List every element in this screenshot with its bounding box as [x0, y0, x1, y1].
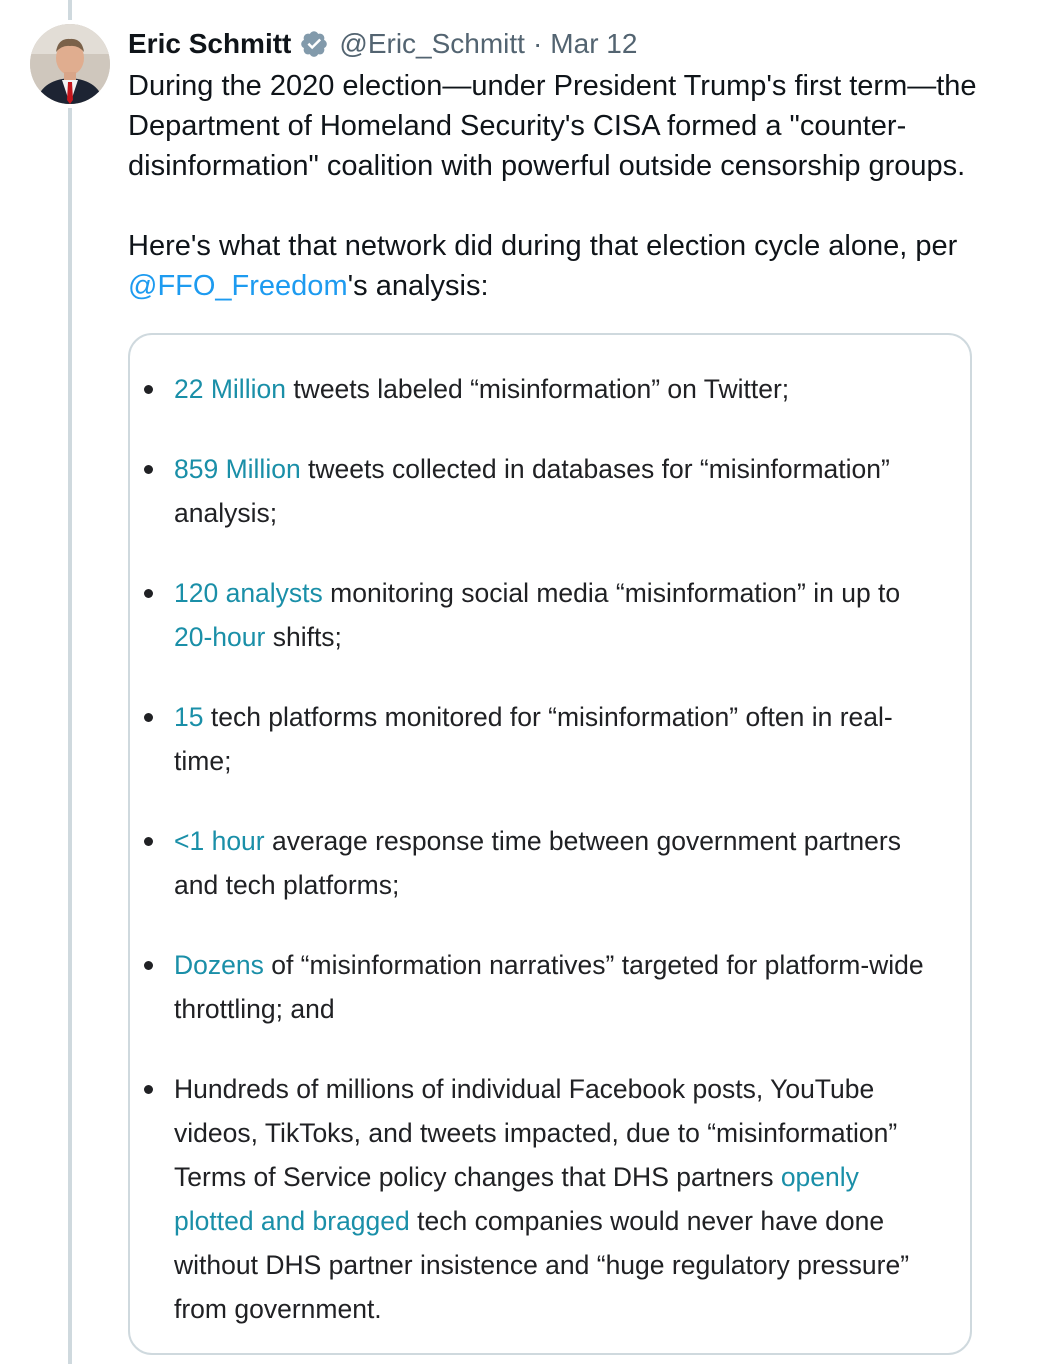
item-text: tweets collected in databases for “misinformation” analysis; — [174, 454, 890, 528]
bullet-dot — [144, 465, 153, 474]
avatar[interactable] — [30, 24, 110, 104]
list-item — [174, 819, 944, 907]
tweet-text — [128, 66, 1058, 306]
item-highlight: 22 Million — [174, 374, 286, 404]
list-item — [174, 943, 944, 1031]
item-highlight: openly plotted and bragged — [174, 1162, 859, 1236]
item-text-2: tech companies would never have done without DHS partner insistence and “huge regulatory pressure” from government. — [174, 1206, 910, 1324]
item-highlight: 120 analysts — [174, 578, 323, 608]
item-text: tech platforms monitored for “misinformation” often in real-time; — [174, 702, 893, 776]
item-highlight-2: 20-hour — [174, 622, 266, 652]
tweet-paragraph-1: During the 2020 election—under President Trump's first term—the Department of Homeland Security's CISA formed a "counter-disinformation" coalition with powerful outside censorship groups. — [128, 70, 977, 182]
item-text: of “misinformation narratives” targeted for platform-wide throttling; and — [174, 950, 924, 1024]
bullet-dot — [144, 713, 153, 722]
header-separator: · — [532, 28, 543, 59]
list-item — [174, 571, 944, 659]
thread-line-bottom — [68, 108, 72, 1364]
item-text: monitoring social media “misinformation” in up to — [322, 578, 901, 608]
list-item — [174, 367, 944, 411]
item-text: tweets labeled “misinformation” on Twitter; — [285, 374, 790, 404]
item-text-2: shifts; — [265, 622, 342, 652]
list-item — [174, 1067, 944, 1331]
bullet-dot — [144, 837, 153, 846]
bullet-dot — [144, 961, 153, 970]
list-item — [174, 695, 944, 783]
tweet-paragraph-2 — [128, 226, 1058, 306]
item-highlight: 859 Million — [174, 454, 301, 484]
paragraph-2-lead: Here's what that network did during that election cycle alone, per — [128, 230, 958, 262]
bullet-dot — [144, 385, 153, 394]
media-card[interactable] — [128, 333, 972, 1355]
bullet-dot — [144, 589, 153, 598]
tweet-date[interactable]: Mar 12 — [550, 28, 638, 59]
verified-badge-icon[interactable] — [299, 29, 329, 59]
avatar-image — [30, 24, 110, 104]
item-highlight: <1 hour — [174, 826, 265, 856]
item-highlight: Dozens — [174, 950, 264, 980]
bullet-dot — [144, 1085, 153, 1094]
item-text: average response time between government partners and tech platforms; — [174, 826, 901, 900]
tweet-header — [128, 24, 637, 64]
thread-line-top — [68, 0, 72, 20]
paragraph-2-tail: 's analysis: — [347, 270, 489, 302]
item-text: Hundreds of millions of individual Facebook posts, YouTube videos, TikToks, and tweets impacted, due to “misinformation” Terms of Service policy changes that DHS partners — [174, 1074, 898, 1192]
author-name[interactable]: Eric Schmitt — [128, 28, 292, 59]
list-item — [174, 447, 944, 535]
mention-link[interactable]: @FFO_Freedom — [128, 270, 348, 302]
author-handle[interactable]: @Eric_Schmitt — [339, 28, 525, 59]
item-highlight: 15 — [174, 702, 204, 732]
